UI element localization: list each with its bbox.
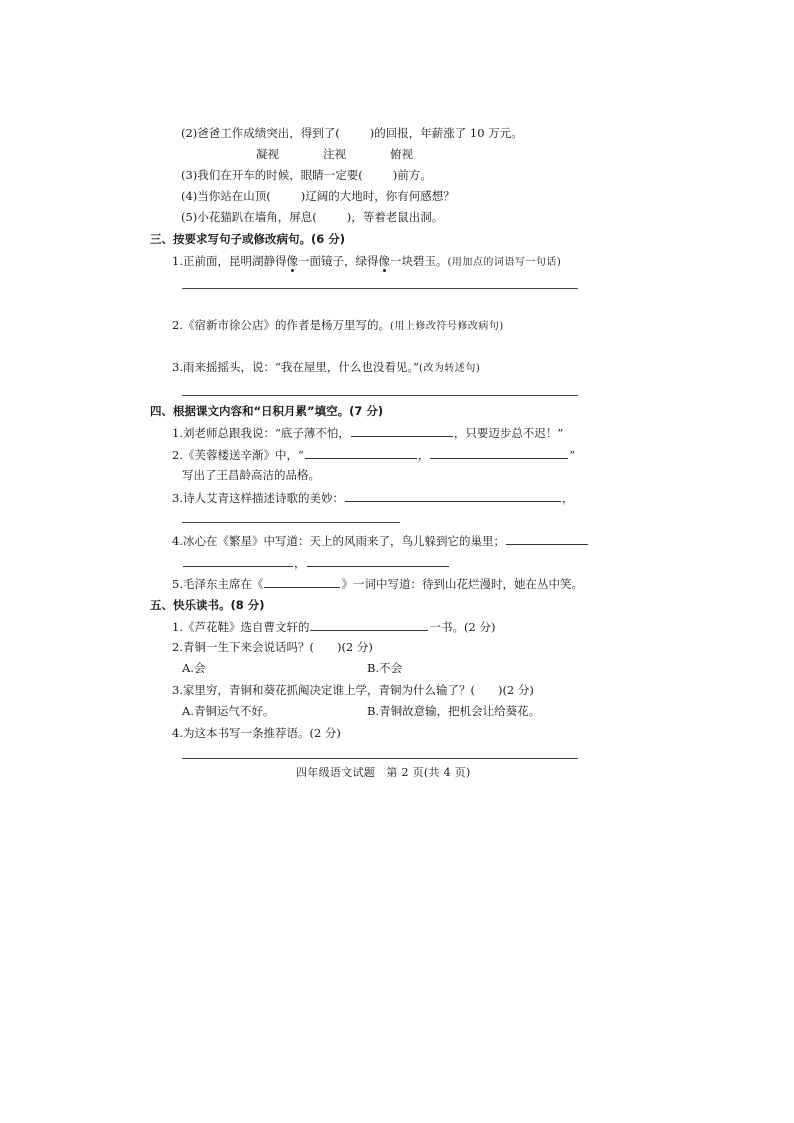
fill-blank[interactable] — [430, 447, 568, 459]
fill-blank[interactable] — [506, 533, 588, 545]
fill-blank[interactable] — [307, 555, 449, 567]
word-options — [256, 147, 457, 161]
word-option: 俯视 — [390, 147, 413, 161]
s4-question-1: 1.刘老师总跟我说：“底子薄不怕， ，只要迈步总不迟！” — [172, 426, 564, 440]
section-4-title: 四、根据课文内容和“日积月累”填空。(7 分) — [150, 404, 384, 418]
s4-question-2: 2.《芙蓉楼送辛渐》中，“ ， ” — [172, 448, 576, 462]
s4-question-3: 3.诗人艾青这样描述诗歌的美妙： ， — [172, 491, 574, 505]
word-option: 凝视 — [256, 147, 279, 161]
s5-question-1: 1.《芦花鞋》选自曹文轩的 一书。(2 分) — [172, 620, 496, 634]
option-a[interactable]: A.会 — [182, 661, 206, 675]
fill-blank[interactable] — [351, 425, 453, 437]
fill-blank[interactable] — [264, 576, 340, 588]
answer-line[interactable] — [182, 395, 578, 396]
answer-line[interactable] — [182, 522, 400, 523]
dotted-word: 像 — [286, 254, 298, 268]
question-5: (5)小花猫趴在墙角，屏息( )，等着老鼠出洞。 — [181, 210, 444, 224]
s5-question-4: 4.为这本书写一条推荐语。(2 分) — [172, 726, 341, 740]
answer-line[interactable] — [182, 288, 578, 289]
s3-question-2: 2.《宿新市徐公店》的作者是杨万里写的。(用上修改符号修改病句) — [172, 318, 504, 332]
s3-question-1: 1.正前面，昆明湖静得像一面镜子，绿得像一块碧玉。(用加点的词语写一句话) — [172, 254, 562, 268]
s4-question-4: 4.冰心在《繁星》中写道：天上的风雨来了，鸟儿躲到它的巢里； — [172, 533, 589, 548]
option-a[interactable]: A.青铜运气不好。 — [182, 704, 275, 718]
dotted-word: 像 — [378, 254, 390, 268]
page-footer: 四年级语文试题 第 2 页(共 4 页) — [296, 766, 471, 779]
fill-blank[interactable] — [183, 555, 293, 567]
fill-blank[interactable] — [305, 447, 417, 459]
option-b[interactable]: B.青铜故意输，把机会让给葵花。 — [367, 704, 541, 718]
s5-question-3: 3.家里穷，青铜和葵花抓阄决定谁上学，青铜为什么输了？( )(2 分) — [172, 683, 534, 697]
question-3: (3)我们在开车的时候，眼睛一定要( )前方。 — [181, 168, 432, 182]
s3-question-3: 3.雨来摇摇头，说：“我在屋里，什么也没看见。”(改为转述句) — [172, 360, 481, 374]
s5-question-2: 2.青铜一生下来会说话吗？( )(2 分) — [172, 640, 373, 654]
fill-blank[interactable] — [345, 490, 561, 502]
s4-question-2-line2: 写出了王昌龄高洁的品格。 — [182, 468, 320, 482]
answer-line[interactable] — [182, 758, 578, 759]
fill-blank[interactable] — [310, 619, 428, 631]
s4-question-5: 5.毛泽东主席在《 》一词中写道：待到山花烂漫时，她在丛中笑。 — [172, 577, 583, 591]
section-3-title: 三、按要求写句子或修改病句。(6 分) — [150, 232, 346, 246]
option-b[interactable]: B.不会 — [367, 661, 403, 675]
question-2: (2)爸爸工作成绩突出，得到了( )的回报，年薪涨了 10 万元。 — [181, 126, 523, 140]
section-5-title: 五、快乐读书。(8 分) — [150, 598, 265, 612]
s4-question-4-line2: ， — [182, 555, 450, 570]
word-option: 注视 — [323, 147, 346, 161]
question-4: (4)当你站在山顶( )辽阔的大地时，你有何感想？ — [181, 189, 455, 203]
